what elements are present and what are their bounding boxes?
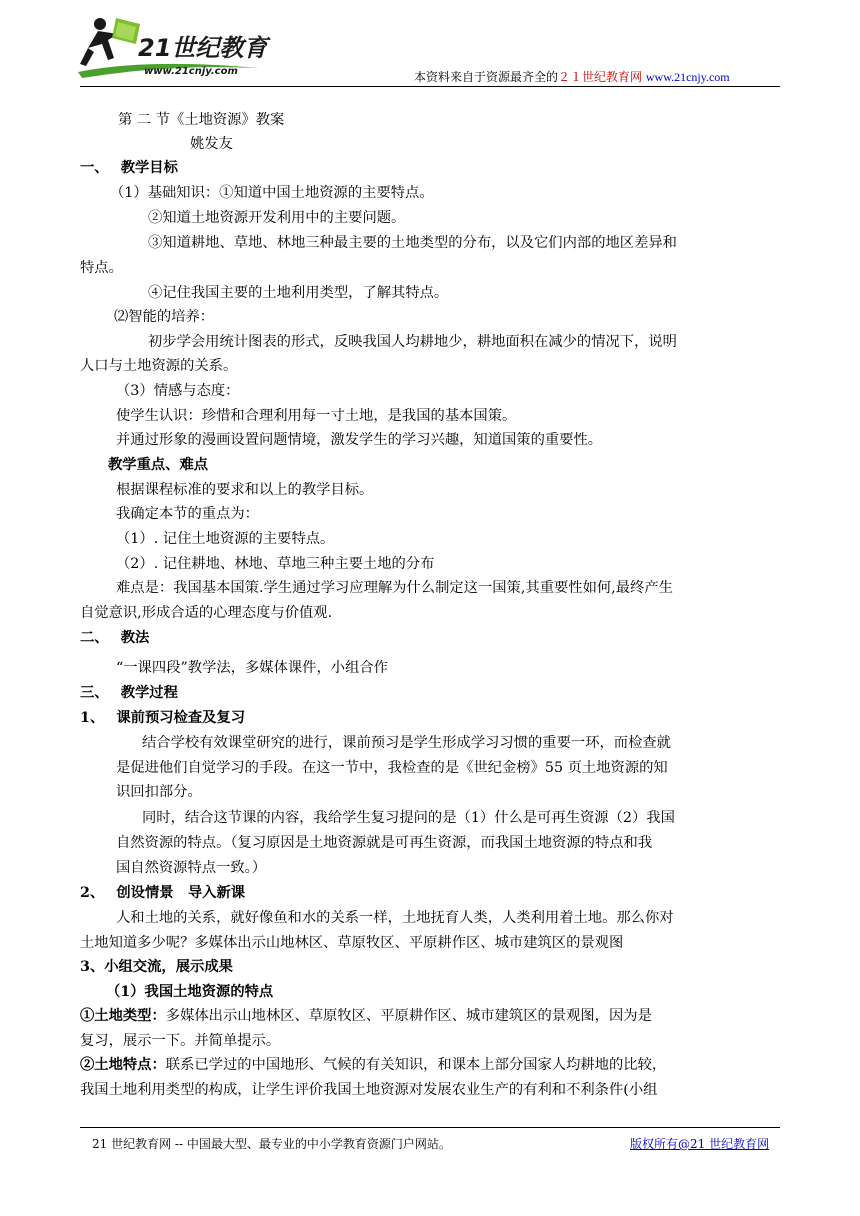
text-line: “一课四段”教学法，多媒体课件，小组合作 — [116, 660, 388, 676]
text-line: 姚发友 — [190, 136, 233, 152]
header-rule — [80, 86, 780, 87]
text-line: 特点。 — [80, 260, 123, 276]
text-line: 使学生认识：珍惜和合理利用每一寸土地，是我国的基本国策。 — [116, 408, 517, 424]
section-heading: 教学重点、难点 — [108, 457, 209, 473]
text-line: 国自然资源特点一致。） — [116, 860, 267, 876]
text-line: 人和土地的关系，就好像鱼和水的关系一样，土地抚育人类，人类利用着土地。那么你对 — [116, 910, 674, 926]
footer-site-description: 21 世纪教育网 -- 中国最大型、最专业的中小学教育资源门户网站。 — [92, 1137, 451, 1151]
svg-text:www.21cnjy.com: www.21cnjy.com — [144, 66, 238, 77]
text-line: 自然资源的特点。（复习原因是土地资源就是可再生资源，而我国土地资源的特点和我 — [116, 835, 653, 851]
text-line: （3）情感与态度： — [116, 383, 240, 399]
text-line: ②知道土地资源开发利用中的主要问题。 — [148, 210, 406, 226]
section-heading: 三、 教学过程 — [80, 685, 178, 701]
section-heading: 一、 教学目标 — [80, 160, 178, 176]
land-type-label: ①土地类型： — [80, 1008, 166, 1024]
text-line: 同时，结合这节课的内容，我给学生复习提问的是（1）什么是可再生资源（2）我国 — [142, 810, 675, 826]
section-heading: 3、小组交流，展示成果 — [80, 959, 233, 975]
land-type-text: 多媒体出示山地林区、草原牧区、平原耕作区、城市建筑区的景观图，因为是 — [165, 1008, 652, 1024]
text-line: ③知道耕地、草地、林地三种最主要的土地类型的分布，以及它们内部的地区差异和 — [148, 235, 677, 251]
text-line: 根据课程标准的要求和以上的教学目标。 — [116, 482, 374, 498]
footer-rule — [80, 1127, 780, 1128]
text-line: （1）基础知识：①知道中国土地资源的主要特点。 — [110, 185, 434, 201]
text-line: 识回扣部分。 — [116, 784, 202, 800]
land-type-line — [80, 1006, 652, 1026]
section-heading: 2、 创设情景 导入新课 — [80, 885, 246, 901]
text-line: 初步学会用统计图表的形式，反映我国人均耕地少，耕地面积在减少的情况下，说明 — [148, 334, 677, 350]
text-line: 结合学校有效课堂研究的进行，课前预习是学生形成学习习惯的重要一环，而检查就 — [142, 735, 671, 751]
land-feature-label: ②土地特点： — [80, 1057, 166, 1073]
header-source-note — [414, 68, 730, 85]
header-note-prefix: 本资料来自于资源最齐全的 — [414, 70, 559, 84]
section-heading: 1、 课前预习检查及复习 — [80, 710, 246, 726]
text-line: 人口与土地资源的关系。 — [80, 358, 238, 374]
text-line: 并通过形象的漫画设置问题情境，激发学生的学习兴趣，知道国策的重要性。 — [116, 432, 603, 448]
text-line: ⑵智能的培养： — [114, 309, 215, 325]
land-feature-line-2: 我国土地利用类型的构成，让学生评价我国土地资源对发展农业生产的有利和不利条件(小组 — [80, 1082, 658, 1098]
text-line: 自觉意识,形成合适的心理态度与价值观. — [80, 605, 333, 621]
svg-text:21世纪教育: 21世纪教育 — [138, 34, 268, 62]
section-heading: （1）我国土地资源的特点 — [106, 984, 274, 1000]
header-note-site: ２１世纪教育网 — [558, 70, 643, 84]
text-line: 我确定本节的重点为： — [116, 506, 259, 522]
header-note-url[interactable]: www.21cnjy.com — [645, 70, 730, 84]
text-line: ④记住我国主要的土地利用类型，了解其特点。 — [148, 285, 449, 301]
21cnjy-logo — [78, 14, 288, 84]
text-line: 第 二 节《土地资源》教案 — [118, 112, 285, 128]
land-feature-line — [80, 1055, 666, 1075]
land-feature-text: 联系已学过的中国地形、气候的有关知识，和课本上部分国家人均耕地的比较， — [165, 1057, 667, 1073]
footer-copyright-link[interactable]: 版权所有@21 世纪教育网 — [630, 1137, 770, 1151]
text-line: 是促进他们自觉学习的手段。在这一节中，我检查的是《世纪金榜》55 页土地资源的知 — [116, 760, 668, 776]
section-heading: 二、 教法 — [80, 630, 150, 646]
text-line: （2）. 记住耕地、林地、草地三种主要土地的分布 — [116, 556, 435, 572]
text-line: 土地知道多少呢？多媒体出示山地林区、草原牧区、平原耕作区、城市建筑区的景观图 — [80, 935, 624, 951]
text-line: （1）. 记住土地资源的主要特点。 — [116, 531, 335, 547]
land-type-line-2: 复习，展示一下。并简单提示。 — [80, 1033, 281, 1049]
text-line: 难点是：我国基本国策.学生通过学习应理解为什么制定这一国策,其重要性如何,最终产生 — [116, 580, 673, 596]
